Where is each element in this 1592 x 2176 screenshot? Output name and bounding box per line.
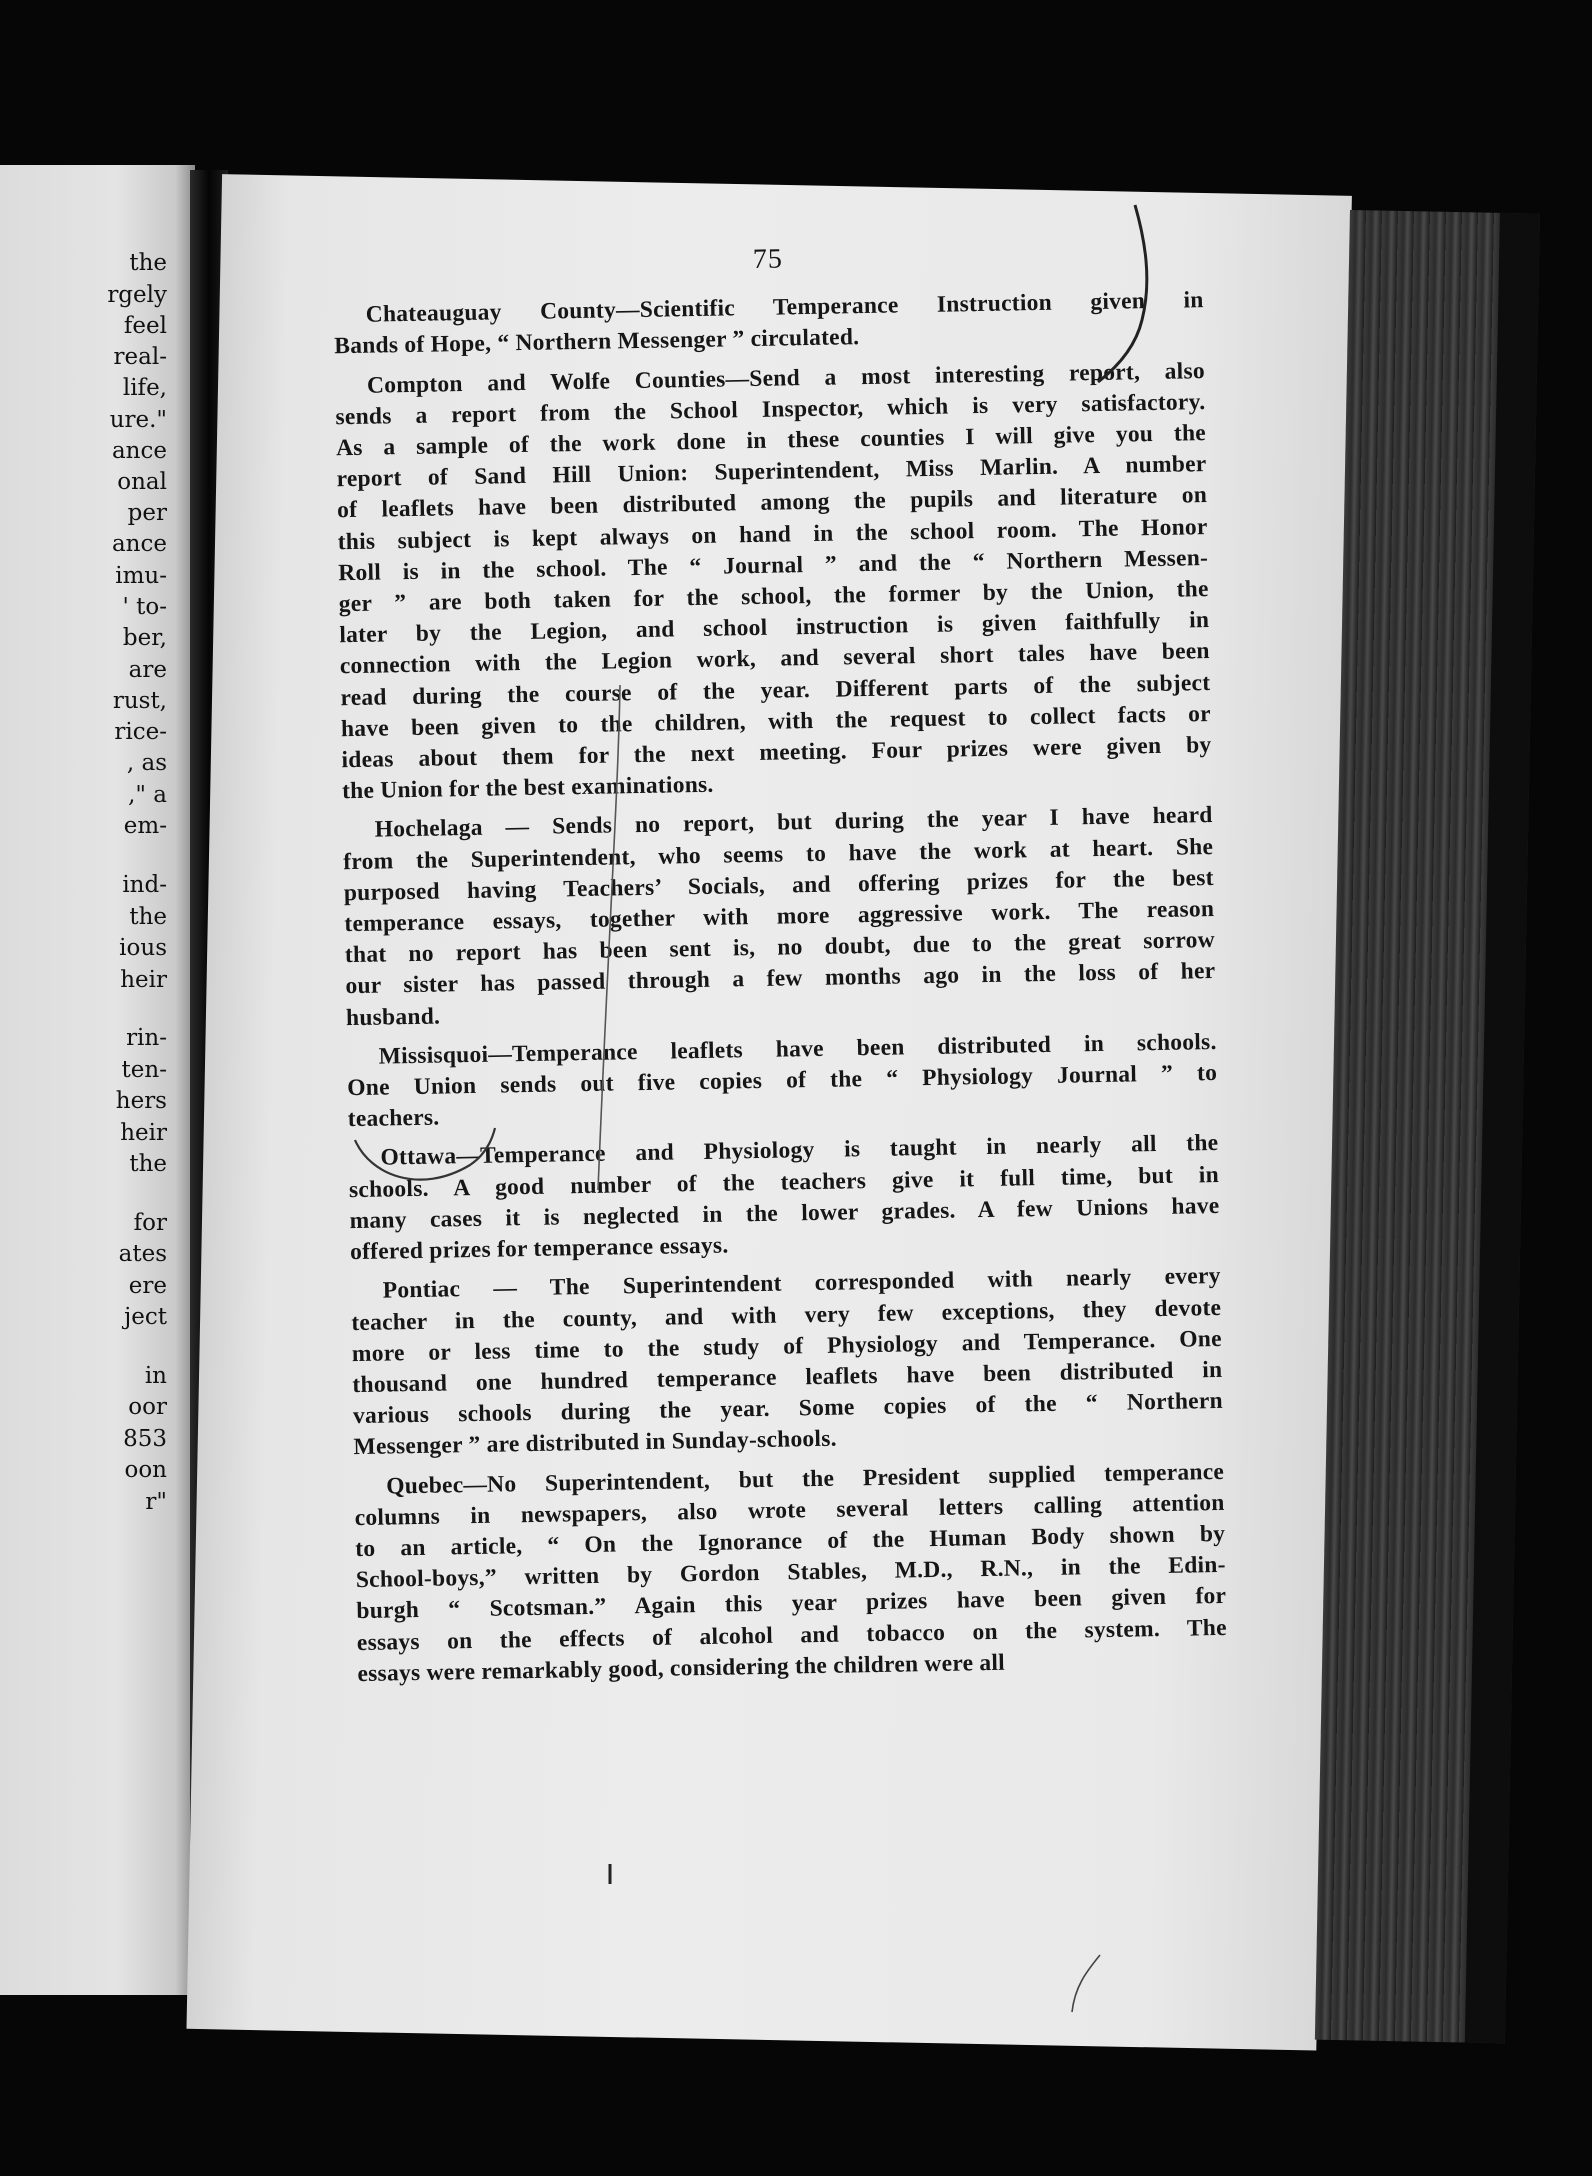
left-page-fragment: , as	[126, 750, 167, 776]
left-page-fragment: ure."	[109, 407, 167, 433]
text-line: offered prizes for temperance essays.	[349, 1232, 729, 1266]
text-line: One Union sends out five copies of the “ Physiology Journal ” to	[347, 1060, 1218, 1102]
left-page-fragment: rgely	[107, 282, 167, 308]
text-line: have been given to the children, with the request to collect facts or	[340, 700, 1212, 743]
paragraph-quebec	[354, 1456, 1228, 1690]
text-line: thousand one hundred temperance leaflets have been distributed in	[352, 1356, 1223, 1399]
text-line: As a sample of the work done in these counties I will give you the	[335, 420, 1207, 462]
left-page-fragment: ious	[119, 935, 167, 961]
text-line: essays on the effects of alcohol and tobacco on the system. The	[356, 1614, 1228, 1656]
page-number: 75	[752, 243, 784, 275]
text-line: sends a report from the School Inspector, which is very satisfactory.	[335, 388, 1206, 431]
left-page-fragment: ates	[118, 1241, 167, 1267]
page-edges	[1315, 210, 1540, 2043]
paragraph-hochelaga	[342, 800, 1216, 1034]
text-line: our sister has passed through a few months ago in the loss of her	[345, 958, 1216, 1000]
left-page-fragment: ere	[128, 1273, 167, 1299]
left-page-fragment: rust,	[112, 688, 167, 714]
text-line: Bands of Hope, “ Northern Messenger ” circulated.	[334, 324, 860, 360]
text-line: teacher in the county, and with very few exceptions, they devote	[351, 1294, 1222, 1336]
text-line: that no report has been sent is, no doubt, due to the great sorrow	[344, 927, 1216, 969]
right-page	[186, 174, 1351, 2050]
left-page-fragment: rice-	[114, 719, 167, 745]
left-page-fragment: the	[129, 1151, 167, 1177]
left-page-fragment: the	[129, 250, 167, 276]
left-page-fragment: for	[133, 1210, 167, 1236]
left-page-fragment: per	[127, 500, 167, 526]
text-line: Roll is in the school. The “ Journal ” and the “ Northern Messen-	[338, 544, 1209, 587]
text-line: various schools during the year. Some copies of the “ Northern	[352, 1388, 1224, 1430]
text-line: ger ” are both taken for the school, the former by the Union, the	[338, 576, 1209, 618]
text-line: to an article, “ On the Ignorance of the Human Body shown by	[355, 1520, 1226, 1563]
text-line: ideas about them for the next meeting. Four prizes were given by	[341, 732, 1212, 774]
left-page-fragment: ber,	[122, 625, 167, 651]
left-page-fragment: the	[129, 904, 167, 930]
text-line: essays were remarkably good, considering the children were all	[357, 1649, 1006, 1687]
left-page-fragment: hers	[115, 1088, 167, 1114]
paragraph-compton-wolfe	[335, 356, 1212, 808]
paragraph-list	[334, 285, 1228, 1690]
text-line: of leaflets have been distributed among the pupils and literature on	[336, 482, 1208, 524]
left-page-fragment: imu-	[115, 563, 167, 589]
left-page-fragment: heir	[120, 967, 167, 993]
left-page-fragment: are	[128, 657, 167, 683]
text-line: this subject is kept always on hand in the school room. The Honor	[337, 513, 1208, 555]
left-page-fragment: 853	[123, 1426, 167, 1452]
left-facing-page	[0, 165, 195, 1995]
text-line: schools. A good number of the teachers give it full time, but in	[348, 1161, 1220, 1203]
text-line: columns in newspapers, also wrote several letters calling attention	[354, 1489, 1225, 1531]
text-line: purposed having Teachers’ Socials, and offering prizes for the best	[343, 864, 1214, 907]
text-line: burgh “ Scotsman.” Again this year prizes have been given for	[356, 1583, 1227, 1625]
text-line: Pontiac — The Superintendent corresponded with nearly every	[382, 1263, 1221, 1304]
left-page-fragment: ance	[111, 531, 167, 557]
text-line: Ottawa—Temperance and Physiology is taught in nearly all the	[380, 1130, 1219, 1172]
paragraph-chateauguay	[334, 285, 1205, 363]
text-line: School-boys,” written by Gordon Stables, M.D., R.N., in the Edin-	[355, 1552, 1226, 1594]
text-line: Missisquoi—Temperance leaflets have been distributed in schools.	[378, 1028, 1217, 1070]
text-line: the Union for the best examinations.	[341, 771, 714, 805]
left-page-fragment: in	[144, 1363, 167, 1389]
text-line: more or less time to the study of Physiology and Temperance. One	[351, 1325, 1222, 1367]
paragraph-missisquoi	[346, 1027, 1218, 1136]
page-text	[333, 236, 1228, 1690]
left-page-fragment: ' to-	[122, 594, 167, 620]
text-line: husband.	[345, 1003, 441, 1031]
left-page-fragment: heir	[120, 1120, 167, 1146]
paragraph-pontiac	[351, 1261, 1224, 1463]
left-page-fragment: life,	[122, 375, 167, 401]
text-line: teachers.	[347, 1104, 440, 1133]
text-line: from the Superintendent, who seems to have the work at heart. She	[343, 833, 1214, 875]
left-page-fragment: rin-	[126, 1025, 167, 1051]
text-line: Chateauguay County—Scientific Temperance Instruction given in	[365, 287, 1204, 328]
left-page-fragment: ten-	[121, 1057, 167, 1083]
text-line: Hochelaga — Sends no report, but during the year I have heard	[374, 802, 1213, 844]
text-line: read during the course of the year. Different parts of the subject	[340, 669, 1211, 711]
left-page-fragment: r"	[145, 1489, 167, 1515]
left-page-fragment: ance	[111, 438, 167, 464]
text-line: Quebec—No Superintendent, but the President supplied temperance	[385, 1458, 1225, 1500]
text-line: Compton and Wolfe Counties—Send a most interesting report, also	[366, 357, 1206, 399]
left-page-fragment: em-	[123, 813, 167, 839]
left-page-fragment: ind-	[122, 872, 167, 898]
left-page-fragment: ject	[124, 1304, 167, 1330]
left-page-fragment: onal	[117, 469, 167, 495]
text-line: temperance essays, together with more aggressive work. The reason	[344, 896, 1215, 938]
text-line: Messenger ” are distributed in Sunday-schools.	[353, 1425, 837, 1461]
left-page-fragment: ," a	[128, 782, 167, 808]
paragraph-ottawa	[348, 1128, 1220, 1268]
left-page-fragment: real-	[113, 344, 167, 370]
text-line: many cases it is neglected in the lower grades. A few Unions have	[349, 1192, 1220, 1235]
left-page-fragment: oor	[128, 1394, 167, 1420]
left-page-fragment: feel	[123, 313, 167, 339]
left-page-fragment: oon	[124, 1457, 167, 1483]
text-line: later by the Legion, and school instruction is given faithfully in	[339, 607, 1210, 649]
text-line: connection with the Legion work, and several short tales have been	[339, 638, 1210, 680]
text-line: report of Sand Hill Union: Superintendent, Miss Marlin. A number	[336, 451, 1207, 493]
